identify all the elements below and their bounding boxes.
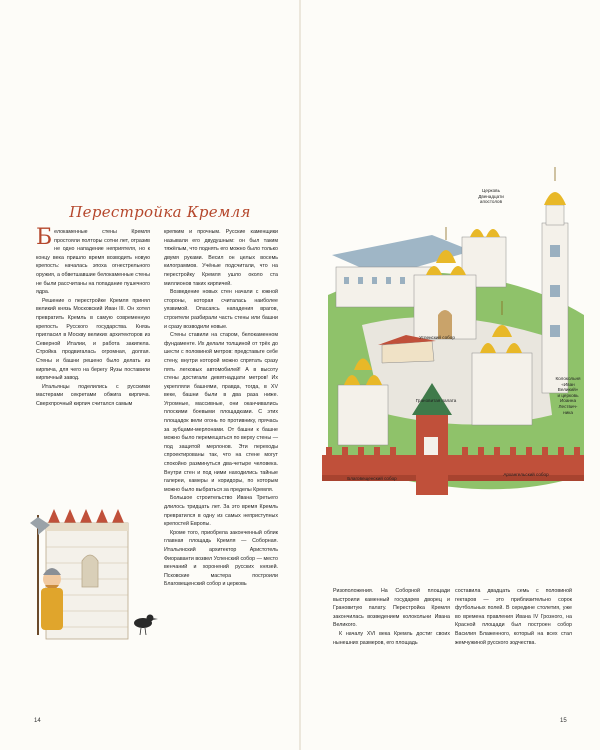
label-line: Двенадцати xyxy=(478,193,504,199)
label-blagoveshchensky: Благовещенский собор xyxy=(347,476,397,481)
book-gutter xyxy=(299,0,301,750)
text-column-3 xyxy=(333,587,450,647)
page-number-left: 14 xyxy=(34,718,41,724)
label-uspensky: Успенский собор xyxy=(419,335,455,340)
label-granovitaya: Грановитая палата xyxy=(415,398,457,403)
paragraph: Решение о перестройке Кремля принял великий князь Московский Иван III. Он хотел превратить Кремль в самую современную крепость Русского государства. Князь пригласил в Москву великих архитекторов из Северной Италии, и работа закипела. Стройка продвигалась огромная, долгая. Стены и башни решено было делать из кирпича, для чего на берегу Яузы поставили кирпичный завод. xyxy=(36,297,150,382)
paragraph: Итальянцы поделились с русскими мастерами секретами обжига кирпича. Сверхпрочный кирпич считался самым xyxy=(36,383,150,407)
paragraph: составила двадцать семь с половиной гектаров — это приблизительно сорок футбольных полей. В середине столетия, уже во времена правления Ивана IV Грозного, на Красной площади был построен собор Василия Блаженного, который на всех стал жемчужиной русского зодчества. xyxy=(455,588,572,646)
label-church-twelve-apostles xyxy=(466,188,516,205)
drop-cap: Б xyxy=(36,225,53,250)
label-line: Великий» xyxy=(557,387,579,393)
label-bell-tower xyxy=(548,376,588,415)
label-line: Колокольня xyxy=(555,376,581,381)
kremlin-illustration xyxy=(322,165,584,570)
paragraph: крепким и прочным. Русские каменщики называли его двудушным: он был таким тяжёлым, что поднять его можно было только двумя руками. Весил он целых восемь килограммов. Учёные подсчитали, что на перестройку Кремля ушло около ста миллионов таких кирпичей. xyxy=(164,229,278,287)
page-title: Перестройка Кремля xyxy=(69,203,251,221)
page-number-right: 15 xyxy=(560,718,567,724)
paragraph: Стены ставили на старом, белокаменном фундаменте. Их делали толщиной от трёх до шести с половиной метров: представьте себе стену, внутри которой можно спрятать сразу пять легковых автомобилей! А в высоту стены достигали девятнадцати метров! Их укрепляли башнями, правда, тогда, в XV веке, башни были в два раза ниже. Угромные, массивные, они оканчивались плоскими боевыми площадками. С этих площадок вели огонь по противнику, прячась за зубцами-мерлонами. От башни к башне можно было перемещаться по верху стены — под защитой мерлонов. Эти переходы спроектированы так, что на стене могут спокойно разминуться два-четыре человека. Внутри стен и под ними находились тайные галереи, камеры и коридоры, по которым можно было выбраться за пределы Кремля. xyxy=(164,332,278,493)
bell-tower-ivan-great xyxy=(542,167,568,393)
label-line: апостолов xyxy=(479,199,503,205)
paragraph: Большое строительство Ивана Третьего длилось тридцать лет. За это время Кремль превратился в одну из самых неприступных крепостей Европы. xyxy=(164,495,278,528)
paragraph: Возведение новых стен начали с южной стороны, которая считалась наиболее уязвимой. Опасаясь нападения врагов, строители разбирали часть стены или башни и сразу возводили новые. xyxy=(164,289,278,330)
paragraph: К началу XVI века Кремль достиг своих нынешних размеров, его площадь xyxy=(333,630,450,646)
label-archangel: Архангельский собор xyxy=(503,472,549,477)
label-line: Лествич- xyxy=(558,403,578,409)
label-line: и церковь xyxy=(557,392,579,398)
raven-icon xyxy=(134,615,158,636)
paragraph: Кроме того, приобрела законченный облик главная площадь Кремля — Соборная. Итальянский архитектор Аристотель Фиораванти возвел Успенский собор — место венчаний и хоронений русских князей. Псковские мастера построили Благовещенский собор и церковь xyxy=(164,529,278,588)
tower-guard-illustration xyxy=(28,495,158,640)
paragraph xyxy=(36,225,150,297)
text-column-2 xyxy=(164,228,278,589)
text-column-1 xyxy=(36,225,150,408)
label-line: Иоанна xyxy=(559,398,577,404)
paragraph-text: елокаменные стены Кремля простояли полторы сотни лет, отразив не одно нападение неприятеля, но к концу века пришло время возводить новую крепость: началась эпоха огнестрельного оружия, а обветшавшие белокаменные стены не были рассчитаны на попадание пушечного ядра. xyxy=(36,229,150,296)
text-column-4 xyxy=(455,587,572,647)
label-line: Церковь xyxy=(482,188,500,193)
paragraph: Ризоположения. На Соборной площади выстроили каменный государев дворец и Грановитую палату. Перестройка Кремля закончилась возведением колокольни Ивана Великого. xyxy=(333,588,450,629)
label-line: ника xyxy=(563,409,573,415)
label-line: «Иван xyxy=(561,381,575,387)
